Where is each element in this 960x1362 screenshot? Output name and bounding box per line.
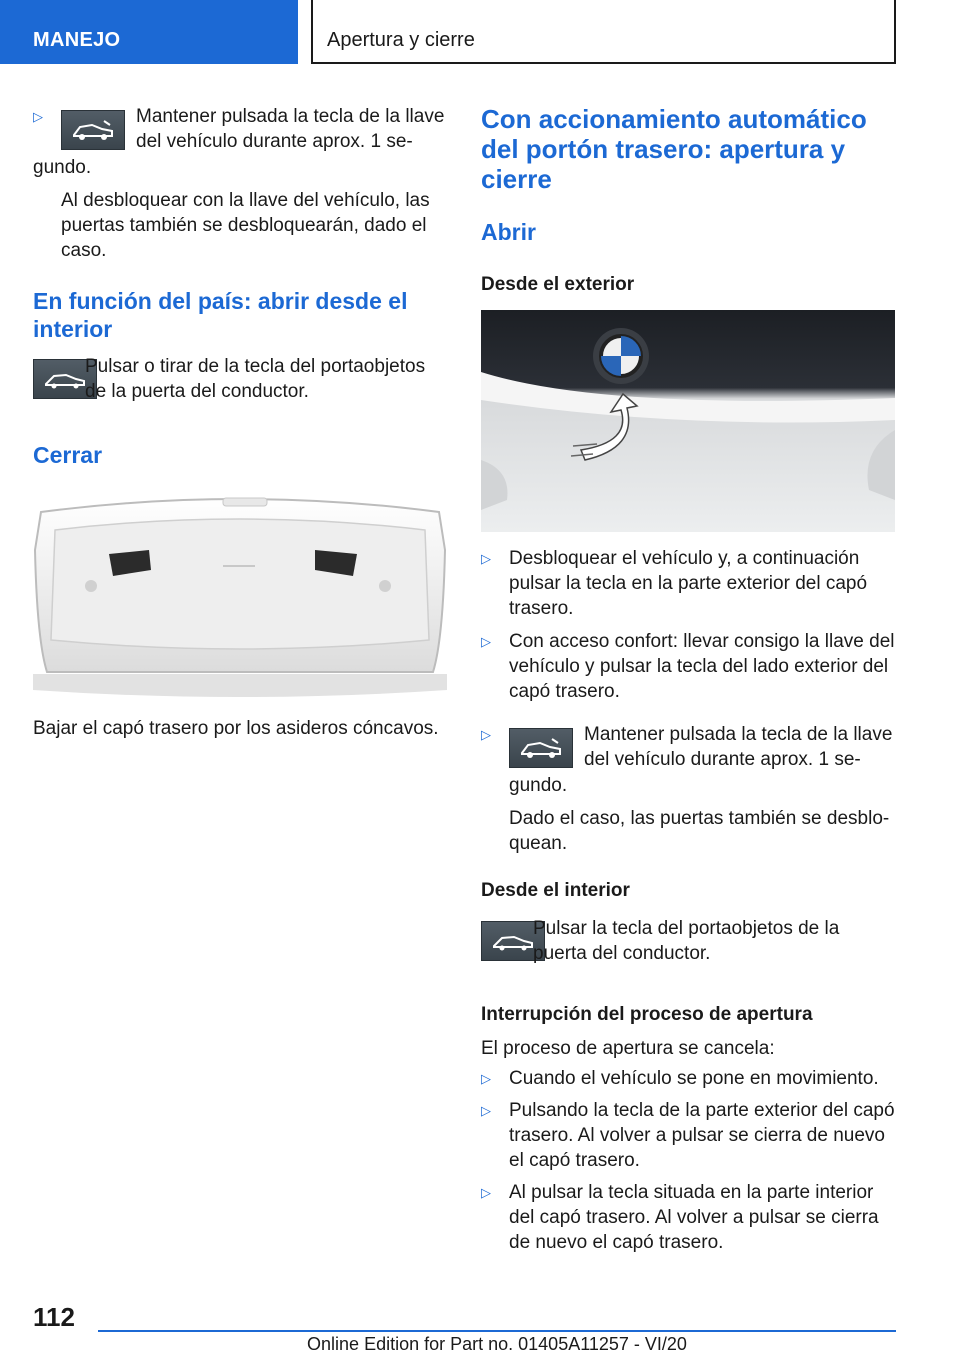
heading-exterior: Desde el exterior [481,274,635,295]
bullet-triangle-icon: ▷ [481,1071,491,1086]
heading-interrupt: Interrupción del proceso de apertura [481,1004,813,1025]
bullet-triangle-icon: ▷ [33,109,43,124]
chapter-title: Apertura y cierre [327,29,475,51]
key-hold-note: Al desbloquear con la llave del vehículo, las puertas también se desbloquearán, dado el caso. [61,190,430,261]
footer-edition: Online Edition for Part no. 01405A11257 - VI/20 [307,1334,687,1354]
interior-text: Pulsar la tecla del portaobjetos de la puerta del conductor. [533,918,840,964]
bullet-triangle-icon: ▷ [481,1103,491,1118]
interrupt-intro: El proceso de apertura se cancela: [481,1038,775,1059]
heading-close: Cerrar [33,442,103,468]
bullet-triangle-icon: ▷ [481,727,491,742]
bullet-triangle-icon: ▷ [481,634,491,649]
key-hold-right-text: Mantener pulsada la tecla de la llave del vehículo durante aprox. 1 se- [584,724,893,770]
section-tab [0,0,298,64]
key-hold-text: Mantener pulsada la tecla de la llave del vehículo durante aprox. 1 se- [136,106,445,152]
country-text: Pulsar o tirar de la tecla del portaobjetos de la puerta del conductor. [85,356,426,402]
interrupt-bullet-3-text: Al pulsar la tecla situada en la parte interior del capó trasero. Al volver a pulsar se cierra de nuevo el capó trasero. [509,1182,879,1253]
page-number: 112 [33,1302,75,1332]
close-text: Bajar el capó trasero por los asideros cóncavos. [33,718,439,739]
heading-automatic: Con accionamiento automático del portón trasero: apertura y cierre [481,104,867,194]
heading-open: Abrir [481,219,536,245]
list-item-exterior-1 [481,546,897,621]
footer-rule [98,1330,896,1332]
exterior-bullet-2-text: Con acceso confort: llevar consigo la llave del vehículo y pulsar la tecla del lado exterior del capó trasero. [509,631,895,702]
list-item-interrupt-3 [481,1180,897,1255]
key-hold-right-note: Dado el caso, las puertas también se desblo-quean. [509,808,890,854]
bullet-triangle-icon: ▷ [481,551,491,566]
heading-interior: Desde el interior [481,880,630,901]
exterior-bullet-1-text: Desbloquear el vehículo y, a continuación pulsar la tecla en la parte exterior del capó trasero. [509,548,868,619]
section-title: MANEJO [33,29,121,51]
car-trunk-key-icon [509,728,573,768]
list-item-interrupt-1 [481,1066,897,1091]
heading-country: En función del país: abrir desde el interior [33,288,408,342]
trunk-exterior-image [481,310,895,532]
car-trunk-key-icon [61,110,125,150]
interrupt-bullet-1-text: Cuando el vehículo se pone en movimiento. [509,1068,879,1089]
interrupt-bullet-2-text: Pulsando la tecla de la parte exterior del capó trasero. Al volver a pulsar se cierra de nuevo el capó trasero. [509,1100,895,1171]
chapter-tab [311,0,896,64]
key-hold-continuation: gundo. [33,157,92,178]
trunk-lid-interior-image [33,490,447,704]
key-hold-right-continuation: gundo. [509,775,568,796]
bullet-triangle-icon: ▷ [481,1185,491,1200]
list-item-interrupt-2 [481,1098,897,1173]
list-item-exterior-2 [481,629,897,704]
